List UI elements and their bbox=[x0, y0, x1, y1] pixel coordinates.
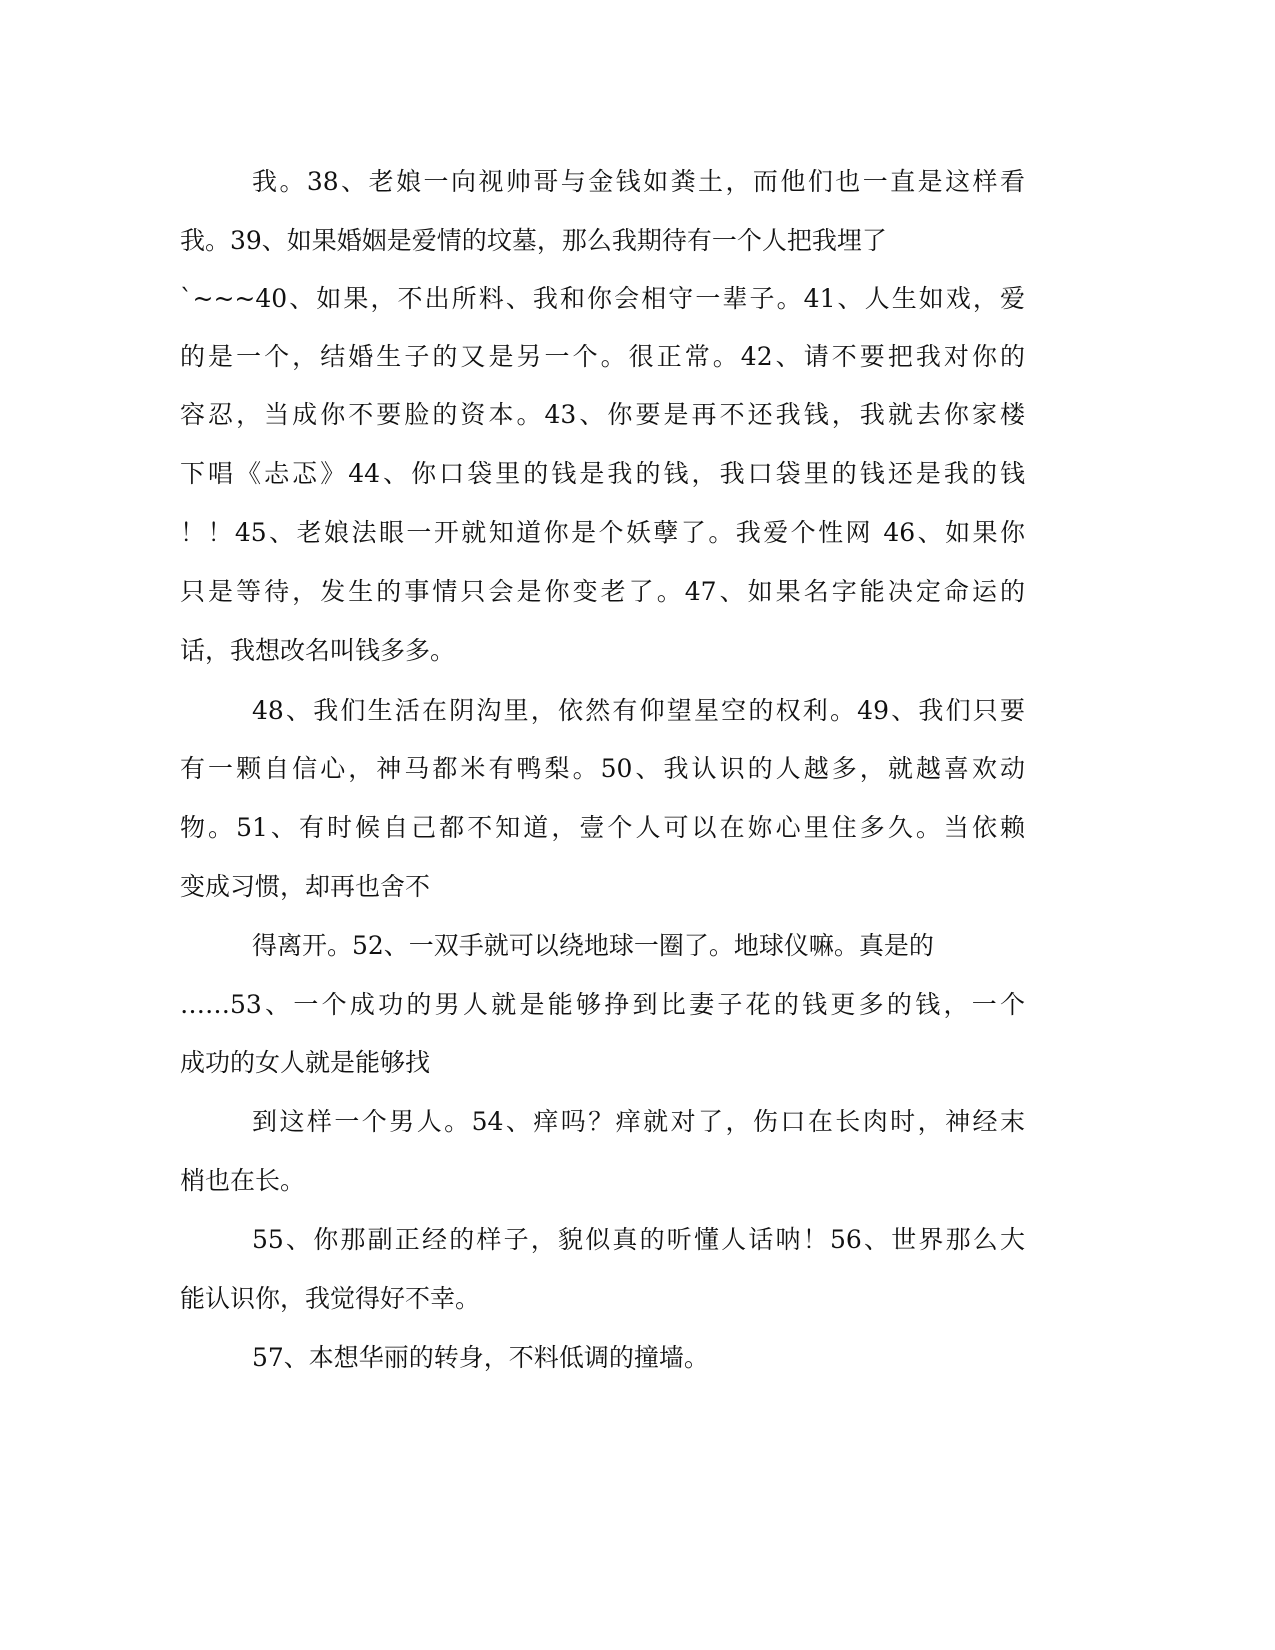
text-line: 物。51、有时候自己都不知道，壹个人可以在妳心里住多久。当依赖 bbox=[180, 813, 1025, 842]
text-line: `~~~40、如果，不出所料、我和你会相守一辈子。41、人生如戏，爱 bbox=[180, 284, 1025, 313]
text-line: 只是等待，发生的事情只会是你变老了。47、如果名字能决定命运的 bbox=[180, 577, 1025, 606]
text-line: ……53、一个成功的男人就是能够挣到比妻子花的钱更多的钱，一个 bbox=[180, 990, 1025, 1019]
text-line: 57、本想华丽的转身，不料低调的撞墙。 bbox=[252, 1343, 709, 1372]
text-line: 我。39、如果婚姻是爱情的坟墓，那么我期待有一个人把我埋了 bbox=[180, 226, 887, 255]
text-line: 得离开。52、一双手就可以绕地球一圈了。地球仪嘛。真是的 bbox=[252, 931, 934, 960]
text-line: 的是一个，结婚生子的又是另一个。很正常。42、请不要把我对你的 bbox=[180, 342, 1025, 371]
text-line: 变成习惯，却再也舍不 bbox=[180, 872, 431, 901]
text-line: ！！45、老娘法眼一开就知道你是个妖孽了。我爱个性网 46、如果你 bbox=[180, 518, 1025, 547]
text-line: 能认识你，我觉得好不幸。 bbox=[180, 1284, 481, 1313]
text-line: 55、你那副正经的样子，貌似真的听懂人话呐！56、世界那么大 bbox=[252, 1225, 1025, 1254]
text-line: 48、我们生活在阴沟里，依然有仰望星空的权利。49、我们只要 bbox=[252, 696, 1025, 725]
text-line: 话，我想改名叫钱多多。 bbox=[180, 636, 456, 665]
text-line: 成功的女人就是能够找 bbox=[180, 1048, 431, 1077]
text-line: 下唱《忐忑》44、你口袋里的钱是我的钱，我口袋里的钱还是我的钱 bbox=[180, 459, 1025, 488]
text-line: 容忍，当成你不要脸的资本。43、你要是再不还我钱，我就去你家楼 bbox=[180, 400, 1025, 429]
text-line: 我。38、老娘一向视帅哥与金钱如粪土，而他们也一直是这样看 bbox=[252, 167, 1025, 196]
text-line: 有一颗自信心，神马都米有鸭梨。50、我认识的人越多，就越喜欢动 bbox=[180, 754, 1025, 783]
text-line: 梢也在长。 bbox=[180, 1166, 306, 1195]
text-line: 到这样一个男人。54、痒吗？痒就对了，伤口在长肉时，神经末 bbox=[252, 1107, 1025, 1136]
